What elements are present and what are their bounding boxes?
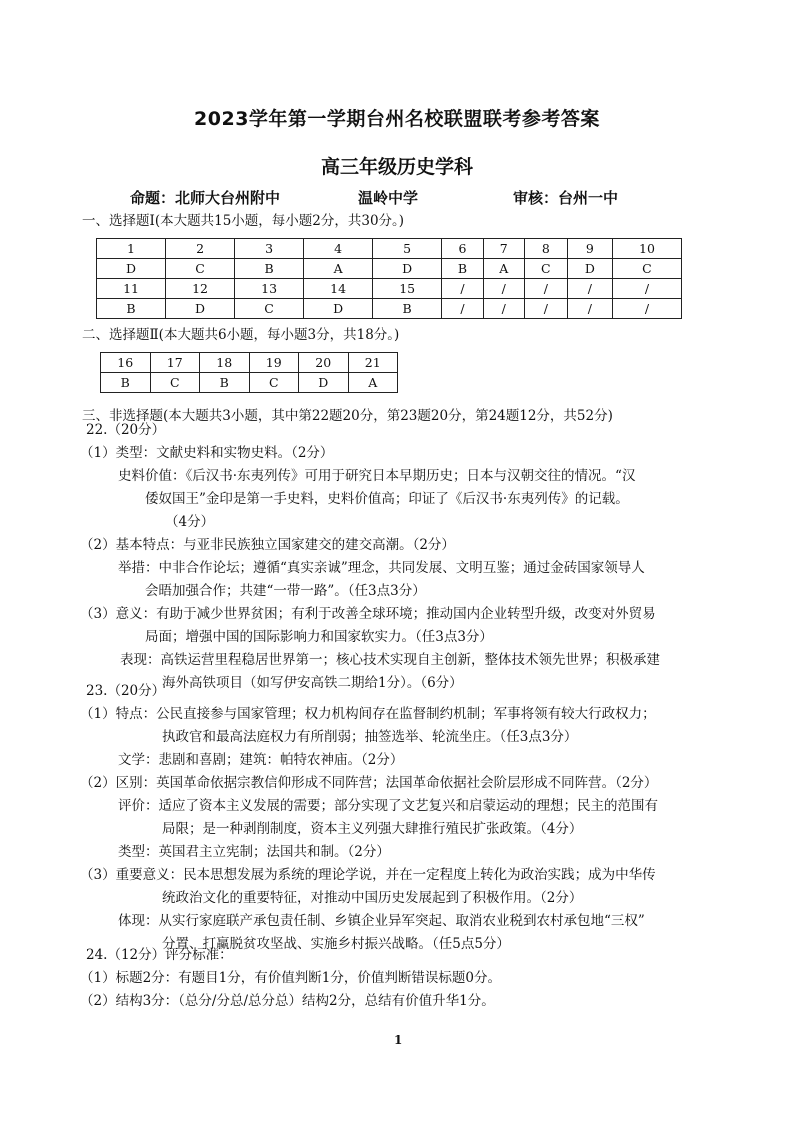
q22-line: （3）意义：有助于减少世界贫困；有利于改善全球环境；推动国内企业转型升级，改变对外贸易 [80,606,656,622]
section1-cell: 1 [97,239,166,259]
section1-cell: C [166,259,235,279]
section1-cell: / [567,299,612,319]
q23-line: （2）区别：英国革命依据宗教信仰形成不同阵营；法国革命依据社会阶层形成不同阵营。（2分） [80,775,658,791]
q22-header: 22.（20分） [86,422,166,438]
document-title: 2023学年第一学期台州名校联盟联考参考答案 [194,108,600,130]
section2-cell: A [348,373,398,393]
section1-cell: B [442,259,484,279]
section1-cell: 10 [612,239,681,259]
section1-cell: 9 [567,239,612,259]
section1-cell: / [524,279,567,299]
page-number: 1 [394,1033,403,1047]
section2-cell: B [101,373,151,393]
section2-cell: B [200,373,250,393]
section2-row [101,353,398,373]
section2-row [101,373,398,393]
q24-line: （1）标题2分：有题目1分，有价值判断1分，价值判断错误标题0分。 [80,970,501,986]
q22-line: （1）类型：文献史料和实物史料。（2分） [80,445,334,461]
q22-line: 史料价值：《后汉书·东夷列传》可用于研究日本早期历史；日本与汉朝交往的情况。“汉 [118,468,636,484]
q23-line: 评价：适应了资本主义发展的需要；部分实现了文艺复兴和启蒙运动的理想；民主的范围有 [118,798,658,814]
section1-cell: A [483,259,524,279]
q23-line: 分置、打赢脱贫攻坚战、实施乡村振兴战略。（任5点5分） [162,936,510,952]
section1-cell: D [97,259,166,279]
q22-line: （4分） [165,514,215,530]
q22-line: 会晤加强合作；共建“一带一路”。（任3点3分） [145,583,426,599]
q23-line: （3）重要意义：民本思想发展为系统的理论学说，并在一定程度上转化为政治实践；成为中华传 [80,867,656,883]
section1-cell: C [524,259,567,279]
q23-line: 局限；是一种剥削制度，资本主义列强大肆推行殖民扩张政策。（4分） [162,821,583,837]
document-subtitle: 高三年级历史学科 [320,156,473,178]
q22-line: 表现：高铁运营里程稳居世界第一；核心技术实现自主创新，整体技术领先世界；积极承建 [120,652,660,668]
reviewer: 审核：台州一中 [513,189,619,207]
section2-cell: 16 [101,353,151,373]
section1-cell: D [304,299,373,319]
section1-cell: 2 [166,239,235,259]
section1-cell: 8 [524,239,567,259]
section1-cell: 5 [373,239,442,259]
q23-line: 执政官和最高法庭权力有所削弱；抽签选举、轮流坐庄。（任3点3分） [162,729,578,745]
section2-cell: 17 [150,353,200,373]
section2-cell: 20 [299,353,349,373]
q23-line: 类型：英国君主立宪制；法国共和制。（2分） [118,844,390,860]
section1-cell: B [373,299,442,319]
q22-line: （2）基本特点：与亚非民族独立国家建交的建交高潮。（2分） [80,537,455,553]
section1-cell: 3 [235,239,304,259]
section1-cell: / [612,279,681,299]
co-proposer: 温岭中学 [358,189,419,207]
section1-row [97,279,682,299]
q24-line: （2）结构3分：（总分/分总/总分总）结构2分，总结有价值升华1分。 [80,993,495,1009]
section1-cell: / [442,279,484,299]
section1-cell: 11 [97,279,166,299]
section1-cell: / [442,299,484,319]
section1-cell: C [612,259,681,279]
q22-line: 倭奴国王”金印是第一手史料，史料价值高；印证了《后汉书·东夷列传》的记载。 [145,491,629,507]
section2-answer-table [100,352,398,393]
section1-cell: B [97,299,166,319]
section1-cell: D [166,299,235,319]
q24-header: 24.（12分）评分标准： [86,947,233,963]
section1-answer-table [96,238,682,319]
section2-cell: C [150,373,200,393]
question-24 [80,944,501,1013]
q22-line: 局面；增强中国的国际影响力和国家软实力。（任3点3分） [145,629,493,645]
section3-heading: 三、非选择题(本大题共3小题，其中第22题20分，第23题20分，第24题12分，共52分) [82,408,613,424]
section1-cell: D [373,259,442,279]
section1-cell: 7 [483,239,524,259]
section2-cell: C [249,373,299,393]
q23-line: 文学：悲剧和喜剧；建筑：帕特农神庙。（2分） [118,752,404,768]
section1-row [97,299,682,319]
q22-line: 海外高铁项目（如写伊安高铁二期给1分）。（6分） [162,675,463,691]
section1-cell: 15 [373,279,442,299]
section2-cell: D [299,373,349,393]
section1-cell: / [483,299,524,319]
section1-heading: 一、选择题Ⅰ(本大题共15小题，每小题2分，共30分。) [82,213,405,229]
q23-line: 统政治文化的重要特征，对推动中国历史发展起到了积极作用。（2分） [162,890,583,906]
section1-cell: B [235,259,304,279]
section1-cell: A [304,259,373,279]
section1-cell: C [235,299,304,319]
q23-line: （1）特点：公民直接参与国家管理；权力机构间存在监督制约机制；军事将领有较大行政权力； [80,706,656,722]
section2-heading: 二、选择题Ⅱ(本大题共6小题，每小题3分，共18分。) [82,327,400,343]
section1-row [97,239,682,259]
proposer: 命题：北师大台州附中 [130,189,281,207]
section1-cell: 4 [304,239,373,259]
question-22 [80,419,660,695]
q22-line: 举措：中非合作论坛；遵循“真实亲诚”理念，共同发展、文明互鉴；通过金砖国家领导人 [118,560,645,576]
section1-cell: 14 [304,279,373,299]
section1-cell: / [483,279,524,299]
credits-line [130,187,690,211]
section1-cell: / [612,299,681,319]
section1-cell: 12 [166,279,235,299]
section1-cell: / [567,279,612,299]
section2-cell: 18 [200,353,250,373]
section2-cell: 21 [348,353,398,373]
q23-line: 体现：从实行家庭联产承包责任制、乡镇企业异军突起、取消农业税到农村承包地“三权” [118,913,645,929]
section1-row [97,259,682,279]
section1-cell: 13 [235,279,304,299]
section1-cell: D [567,259,612,279]
section1-cell: 6 [442,239,484,259]
section1-cell: / [524,299,567,319]
question-23 [80,680,658,956]
q23-header: 23.（20分） [86,683,166,699]
section2-cell: 19 [249,353,299,373]
